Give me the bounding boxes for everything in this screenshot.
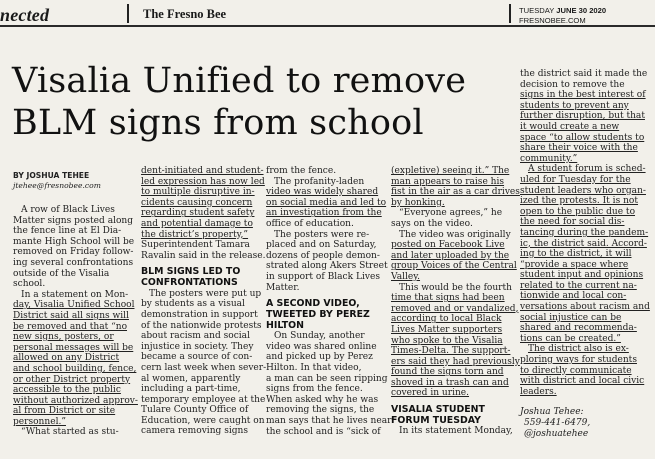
text-line: according to local Black: [391, 314, 502, 325]
text-line: including a part-time,: [141, 384, 241, 395]
text-line: On Sunday, another: [274, 331, 365, 342]
text-line: signs from the fence.: [266, 384, 363, 395]
article-column-1: [13, 171, 138, 438]
text-line: man appears to raise his: [391, 176, 505, 187]
text-line: A student forum is sched-: [528, 164, 646, 175]
text-line: and picked up by Perez: [266, 352, 373, 363]
text-line: Superintendent Tamara: [141, 240, 250, 251]
text-line: The posters were put up: [149, 288, 262, 299]
text-line: found the signs torn and: [391, 367, 504, 378]
column-4-body-a: [391, 166, 520, 399]
subhead-line: VISALIA STUDENT: [391, 404, 485, 416]
text-line: by students as a visual: [141, 299, 245, 310]
text-line: related to the current na-: [520, 280, 637, 291]
text-line: video was shared online: [266, 341, 377, 352]
text-line: Lives Matter supporters: [391, 324, 503, 335]
masthead-divider-right: [509, 4, 511, 23]
text-line: decision to remove the: [520, 79, 625, 90]
text-line: students to prevent any: [520, 100, 629, 111]
text-line: an investigation from the: [266, 208, 382, 219]
text-line: removed and or vandalized,: [391, 303, 519, 314]
text-line: says on the video.: [391, 218, 473, 229]
column-2-body-b: [141, 288, 267, 437]
signoff-line: @joshuatehee: [524, 429, 589, 439]
text-line: strated along Akers Street: [266, 261, 388, 272]
text-line: “What started as stu-: [21, 427, 119, 438]
column-5-body: [520, 69, 652, 397]
text-line: temporary employee at the: [141, 394, 266, 405]
paper-name: The Fresno Bee: [143, 7, 227, 21]
text-line: be removed and that “no: [13, 321, 128, 332]
text-line: ic, the district said. Accord-: [520, 238, 647, 249]
text-line: leaders.: [520, 386, 557, 397]
text-line: tions can be created.”: [520, 333, 621, 344]
text-line: to directly communicate: [520, 365, 632, 376]
text-line: from the fence.: [266, 166, 337, 176]
headline-line-1: Visalia Unified to remove: [12, 61, 467, 101]
text-line: The video was originally: [399, 229, 511, 240]
text-line: school.: [13, 279, 46, 290]
text-line: and school building, fence,: [13, 363, 137, 374]
text-line: versations about racism and: [520, 302, 650, 313]
text-line: without authorized approv-: [13, 395, 138, 406]
text-line: Ravalin said in the release.: [141, 250, 266, 261]
text-line: led expression has now led: [141, 176, 265, 187]
text-line: regarding student safety: [141, 208, 255, 219]
text-line: the district said it made the: [520, 69, 648, 79]
signoff-line: Joshua Tehee:: [520, 407, 584, 418]
text-line: share their voice with the: [520, 143, 638, 154]
text-line: tancing during the pandem-: [520, 227, 649, 238]
text-line: The district also is ex-: [528, 344, 629, 355]
subhead-line: FORUM TUESDAY: [391, 414, 481, 426]
text-line: Matter.: [266, 282, 300, 293]
masthead-rule: [0, 25, 655, 27]
text-line: Valley.: [391, 271, 421, 282]
author-signoff: [520, 407, 652, 439]
text-line: the school and is “sick of: [266, 426, 381, 437]
text-line: a man can be seen ripping: [266, 373, 388, 384]
subhead-line: A SECOND VIDEO,: [266, 298, 360, 310]
text-line: cidents causing concern: [141, 197, 253, 208]
text-line: uled for Tuesday for the: [520, 174, 631, 185]
subhead-line: TWEETED BY PEREZ: [266, 308, 370, 320]
text-line: by honking.: [391, 197, 445, 208]
text-line: “Everyone agrees,” he: [399, 208, 503, 219]
text-line: the fence line at El Dia-: [13, 226, 122, 237]
text-line: time that signs had been: [391, 293, 505, 304]
article-column-5: [520, 69, 652, 440]
text-line: The posters were re-: [274, 229, 370, 240]
signoff-line: 559-441-6479,: [524, 418, 591, 429]
text-line: or other District property: [13, 374, 131, 385]
dateline-date: JUNE 30 2020: [556, 6, 607, 15]
text-line: and potential damage to: [141, 218, 253, 229]
text-line: ploring ways for students: [520, 355, 637, 366]
subhead-student-forum: [391, 405, 511, 426]
text-line: personnel.”: [13, 416, 66, 427]
author-email: jtehee@fresnobee.com: [13, 181, 101, 190]
text-line: removed on Friday follow-: [13, 247, 134, 258]
masthead-divider: [127, 4, 129, 23]
text-line: who spoke to the Visalia: [391, 335, 503, 346]
text-line: and later uploaded by the: [391, 250, 510, 261]
column-3-body-a: [266, 166, 388, 293]
text-line: injustice in society. They: [141, 341, 254, 352]
text-line: “provide a space where: [520, 259, 629, 270]
text-line: A row of Black Lives: [21, 205, 115, 215]
column-1-body: [13, 205, 138, 438]
byline: BY JOSHUA TEHEE: [13, 171, 90, 180]
text-line: camera removing signs: [141, 426, 248, 437]
text-line: al from District or site: [13, 406, 116, 417]
text-line: al women, apparently: [141, 373, 241, 384]
text-line: became a source of con-: [141, 352, 253, 363]
text-line: This would be the fourth: [399, 282, 512, 293]
subhead-line: CONFRONTATIONS: [141, 277, 238, 289]
text-line: it would create a new: [520, 121, 620, 132]
column-4-body-b: [391, 426, 511, 437]
dateline-day: TUESDAY: [519, 6, 557, 15]
text-line: outside of the Visalia: [13, 268, 110, 279]
text-line: covered in urine.: [391, 388, 470, 399]
text-line: in support of Black Lives: [266, 271, 380, 282]
text-line: tionwide and local con-: [520, 291, 627, 302]
section-label: nected: [0, 5, 50, 25]
text-line: (expletive) seeing it.” The: [391, 166, 510, 176]
text-line: day, Visalia Unified School: [13, 300, 135, 311]
subhead-second-video: [266, 299, 384, 331]
text-line: of the nationwide protests: [141, 320, 262, 331]
text-line: The profanity-laden: [274, 176, 365, 187]
text-line: ers said they had previously: [391, 356, 520, 367]
text-line: office of education.: [266, 218, 354, 229]
article-headline: [12, 60, 512, 144]
text-line: the need for social dis-: [520, 217, 625, 228]
text-line: cern last week when sever-: [141, 362, 267, 373]
text-line: group Voices of the Central: [391, 261, 517, 272]
text-line: posted on Facebook Live: [391, 240, 505, 251]
text-line: social injustice can be: [520, 312, 622, 323]
dateline: [519, 6, 606, 25]
text-line: with district and local civic: [520, 376, 645, 387]
article-column-2: [141, 166, 267, 437]
text-line: Matter signs posted along: [13, 215, 134, 226]
text-line: dozens of people demon-: [266, 250, 380, 261]
text-line: Hilton. In that video,: [266, 363, 362, 374]
text-line: accessible to the public: [13, 385, 121, 396]
text-line: open to the public due to: [520, 206, 636, 217]
text-line: mante High School will be: [13, 236, 135, 247]
text-line: ing to the district, it will: [520, 249, 632, 260]
dateline-site: FRESNOBEE.COM: [519, 15, 586, 25]
text-line: Tulare County Office of: [141, 405, 249, 416]
text-line: student input and opinions: [520, 270, 644, 281]
text-line: to multiple disruptive in-: [141, 187, 255, 198]
text-line: dent-initiated and student-: [141, 166, 264, 176]
text-line: about racism and social: [141, 331, 250, 342]
text-line: removing the signs, the: [266, 405, 375, 416]
text-line: When asked why he was: [266, 394, 379, 405]
text-line: ing several confrontations: [13, 257, 134, 268]
headline-line-2: BLM signs from school: [12, 103, 424, 143]
text-line: In a statement on Mon-: [21, 289, 129, 300]
text-line: allowed on any District: [13, 353, 120, 364]
text-line: shared and recommenda-: [520, 323, 637, 334]
subhead-line: HILTON: [266, 319, 304, 331]
text-line: man says that he lives near: [266, 415, 392, 426]
text-line: new signs, posters, or: [13, 332, 114, 343]
text-line: on social media and led to: [266, 197, 387, 208]
text-line: In its statement Monday,: [399, 426, 513, 437]
text-line: community.”: [520, 153, 578, 164]
text-line: Times-Delta. The support-: [391, 346, 511, 357]
text-line: further disruption, but that: [520, 111, 645, 122]
text-line: ized the protests. It is not: [520, 196, 639, 207]
text-line: the district’s property,”: [141, 229, 249, 240]
text-line: shoved in a trash can and: [391, 377, 509, 388]
column-3-body-b: [266, 331, 392, 437]
subhead-blm-signs: [141, 267, 259, 288]
text-line: demonstration in support: [141, 309, 258, 320]
article-column-3: [266, 166, 392, 437]
text-line: District said all signs will: [13, 310, 129, 321]
text-line: student leaders who organ-: [520, 185, 646, 196]
text-line: placed and on Saturday,: [266, 240, 377, 251]
text-line: personal messages will be: [13, 342, 134, 353]
subhead-line: BLM SIGNS LED TO: [141, 266, 241, 278]
article-column-4: [391, 166, 520, 437]
text-line: Education, were caught on: [141, 415, 265, 426]
text-line: signs in the best interest of: [520, 90, 646, 101]
text-line: space “to allow students to: [520, 132, 645, 143]
column-2-body-a: [141, 166, 266, 261]
text-line: video was widely shared: [266, 187, 379, 198]
text-line: fist in the air as a car drives: [391, 187, 520, 198]
